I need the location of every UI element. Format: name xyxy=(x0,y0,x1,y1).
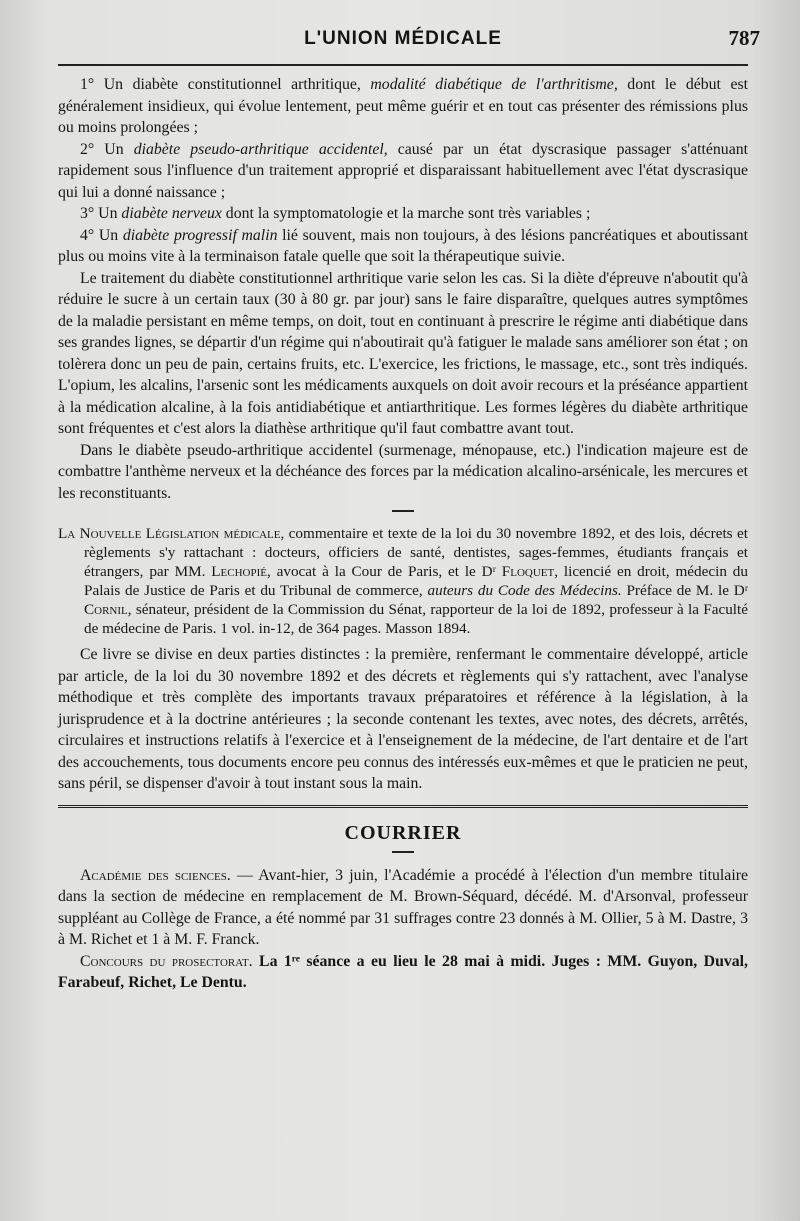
paragraph-nervous-diabetes: 3° Un diabète nerveux dont la symptomatologie et la marche sont très variables ; xyxy=(80,205,591,222)
emphasis: diabète pseudo-arthritique accidentel, xyxy=(133,140,388,158)
book-notice-body: Ce livre se divise en deux parties distinctes : la première, renfermant le commentaire développé, article par article, de la loi du 30 novembre 1892 et des décrets et règlements qui s'y rattachent, avec l'analyse méthodique et très complète des importants travaux préparatoires et référence à la législation, à la jurisprudence et à la doctrine antérieures ; la seconde contenant les textes, avec notes, des décrets, arrêtés, circulaires et instructions relatifs à l'exercice et à l'enseignement de la médecine, de l'art dentaire et de l'art des accouchements, tous documents encore peu connus des intéressés eux-mêmes et que le praticien ne peut, sans péril, se dispenser d'avoir à tout instant sous la main. xyxy=(58,646,748,792)
page-header xyxy=(58,22,760,58)
author-name: Floquet, xyxy=(501,563,559,580)
paragraph-constitutional-diabetes: 1° Un diabète constitutionnel arthritique, modalité diabétique de l'arthritisme, dont le début est généralement insidieux, qui évolue lentement, peut même guérir et en tout cas présenter des rémissions plus ou moins prolongées ; xyxy=(58,76,748,136)
news-item-academie: Académie des sciences. — Avant-hier, 3 juin, l'Académie a procédé à l'élection d'un membre titulaire dans la section de médecine en remplacement de M. Brown-Séquard, décédé. M. d'Arsonval, professeur suppléant au Collège de France, a été nommé par 31 suffrages contre 23 donnés à M. Ollier, 5 à M. Dastre, 3 à M. Richet et 1 à M. F. Franck. xyxy=(58,866,748,948)
courrier-section xyxy=(58,865,748,994)
paragraph-progressive-diabetes: 4° Un diabète progressif malin lié souvent, mais non toujours, à des lésions pancréatiques et aboutissant plus ou moins vite à la terminaison fatale quelle que soit la thérapeutique suivie. xyxy=(58,226,748,265)
paragraph-pseudo-arthritic-treatment: Dans le diabète pseudo-arthritique accidentel (surmenage, ménopause, etc.) l'indication majeure est de combattre l'anthème nerveux et la déchéance des forces par la médication alcalino-arsénicale, les mercures et les reconstituants. xyxy=(58,441,748,502)
running-title: L'UNION MÉDICALE xyxy=(304,28,502,49)
book-notice-heading: La Nouvelle Législation médicale, commentaire et texte de la loi du 30 novembre 1892, et des lois, décrets et règlements s'y rattachant : docteurs, officiers de santé, dentistes, sages-femmes, étudiants français et étrangers, par MM. Lechopié, avocat à la Cour de Paris, et le Dʳ Floquet, licencié en droit, médecin du Palais de Justice de Paris et du Tribunal de commerce, auteurs du Code des Médecins. Préface de M. le Dʳ Cornil, sénateur, président de la Commission du Sénat, rapporteur de la loi de 1892, professeur à la Faculté de médecine de Paris. 1 vol. in-12, de 364 pages. Masson 1894. xyxy=(58,525,749,637)
emphasis: auteurs du Code des Médecins. xyxy=(427,582,622,599)
section-separator xyxy=(392,510,414,512)
news-item-prosectorat: Concours du prosectorat. La 1ʳᵉ séance a eu lieu le 28 mai à midi. Juges : MM. Guyon, Duval, Farabeuf, Richet, Le Dentu. xyxy=(58,952,748,991)
double-rule xyxy=(58,805,748,808)
paragraph-treatment: Le traitement du diabète constitutionnel arthritique varie selon les cas. Si la diète d'épreuve n'aboutit qu'à réduire le sucre à un certain taux (30 à 80 gr. par jour) sans le faire disparaître, quelques autres symptômes de la maladie persistant en même temps, on doit, tout en continuant à prescrire le régime anti diabétique dans ses grandes lignes, se départir d'un régime qui n'aboutirait qu'à fatiguer le malade sans améliorer son état ; on tolèrera donc un peu de pain, certains fruits, etc. L'exercice, les frictions, le massage, etc., sont très indiqués. L'opium, les alcalins, l'arsenic sont les médicaments auxquels on doit avoir recours et la préséance appartient à la médication alcaline, à la fois antidiabétique et antiarthritique. Les formes légères du diabète arthritique sont fréquentes et c'est alors la diathèse arthritique qu'il faut combattre avant tout. xyxy=(58,269,748,437)
author-name: Cornil, xyxy=(84,601,132,618)
news-heading: Concours du prosectorat. xyxy=(80,952,253,970)
news-heading: Académie des sciences. xyxy=(80,866,231,884)
emphasis: diabète progressif malin xyxy=(122,226,278,244)
page-number: 787 xyxy=(728,26,760,50)
emphasis: diabète nerveux xyxy=(121,205,222,222)
book-notice xyxy=(58,524,748,795)
title-underline xyxy=(392,851,414,853)
diabetes-classification xyxy=(58,74,748,504)
emphasis: modalité diabétique de l'arthritisme, xyxy=(370,76,618,93)
paragraph-pseudo-arthritic-diabetes: 2° Un diabète pseudo-arthritique accidentel, causé par un état dyscrasique passager s'atténuant rapidement sous l'influence d'un traitement approprié et disparaissant habituellement avec l'état dyscrasique qui lui a donné naissance ; xyxy=(58,140,748,201)
book-title: La Nouvelle Législation médicale, xyxy=(58,525,285,542)
header-rule xyxy=(58,64,748,66)
author-name: Lechopié, xyxy=(211,563,271,580)
courrier-title: COURRIER xyxy=(344,821,462,844)
